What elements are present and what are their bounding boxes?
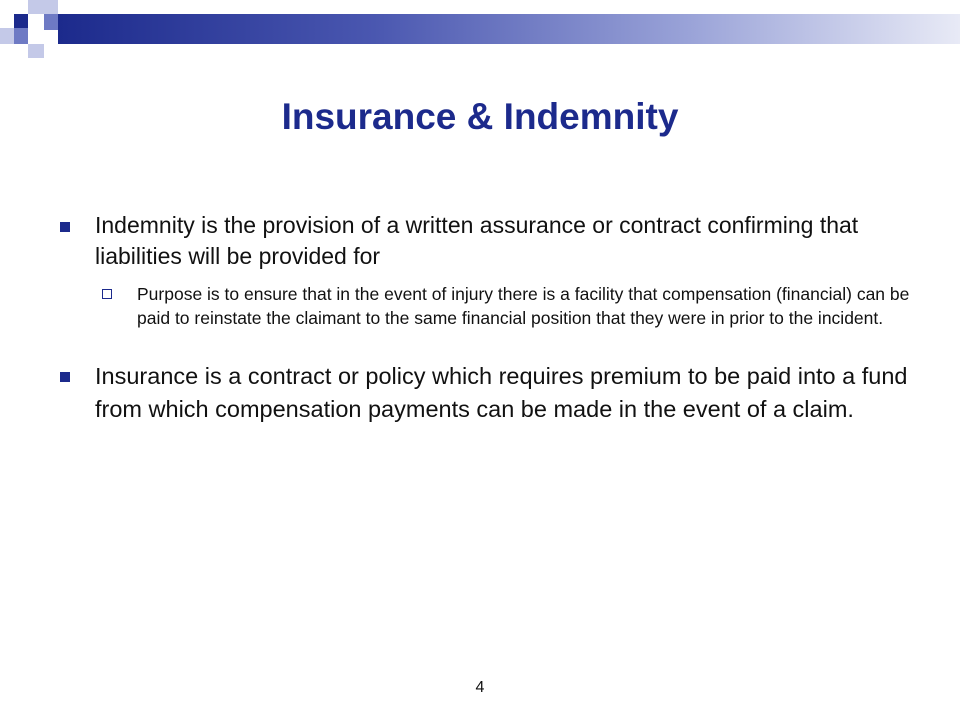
decor-square-icon [44,0,58,14]
decor-square-icon [0,28,14,44]
decor-square-icon [44,14,58,30]
decor-square-icon [28,0,44,14]
slide-content [60,210,920,426]
bullet-item [60,210,920,272]
decor-square-icon [14,28,28,44]
decor-square-icon [14,14,28,28]
slide-title: Insurance & Indemnity [281,96,679,137]
filled-square-icon [60,372,70,382]
bullet-text: Indemnity is the provision of a written assurance or contract confirming that liabilities will be provided for [95,212,859,269]
decor-square-icon [28,44,44,58]
filled-square-icon [60,222,70,232]
header-bar [58,14,960,44]
sub-bullet-item [102,282,920,330]
bullet-text: Insurance is a contract or policy which requires premium to be paid into a fund from which compensation payments can be made in the event of a claim. [95,363,908,422]
hollow-square-icon [102,289,112,299]
bullet-item [60,360,920,426]
sub-bullet-text: Purpose is to ensure that in the event of injury there is a facility that compensation (financial) can be paid to reinstate the claimant to the same financial position that they were in prior to the incident. [137,284,910,328]
page-number: 4 [475,679,485,696]
